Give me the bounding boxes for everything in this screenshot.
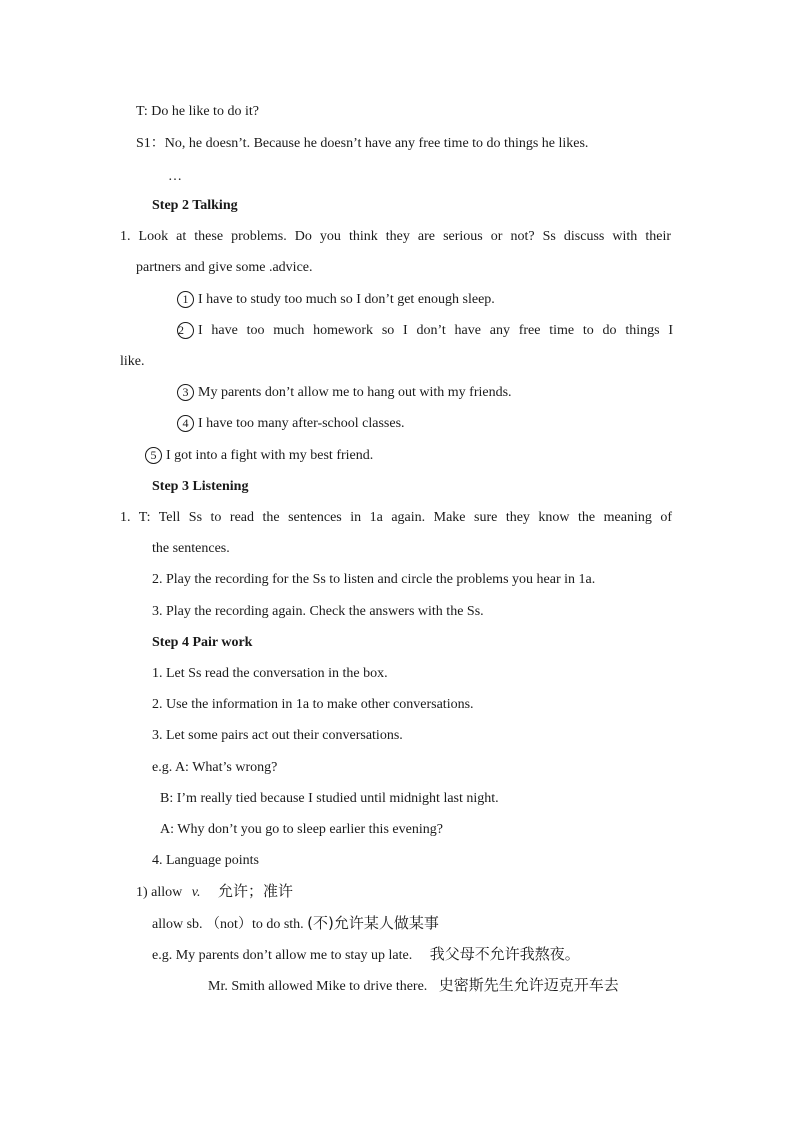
allow-example-2-en: Mr. Smith allowed Mike to drive there.: [208, 979, 428, 994]
circled-number-icon: 5: [145, 447, 162, 464]
problem-5-text: I got into a fight with my best friend.: [166, 448, 374, 463]
allow-example-2-cn: 史密斯先生允许迈克开车去: [438, 976, 619, 994]
problem-4-text: I have too many after-school classes.: [198, 416, 405, 431]
step4-item1: 1. Let Ss read the conversation in the box.: [152, 666, 388, 681]
example-line-b: B: I’m really tied because I studied until midnight last night.: [160, 791, 499, 806]
allow-pattern: [152, 914, 439, 934]
ellipsis: …: [168, 169, 182, 184]
circled-number-icon: 4: [177, 415, 194, 432]
teacher-question: T: Do he like to do it?: [136, 104, 259, 119]
allow-example-1-en: e.g. My parents don’t allow me to stay up late.: [152, 948, 413, 963]
step3-item1-line2: the sentences.: [152, 541, 230, 556]
step3-item2: 2. Play the recording for the Ss to listen and circle the problems you hear in 1a.: [152, 572, 596, 587]
allow-example-2: [208, 976, 619, 996]
step4-item3: 3. Let some pairs act out their conversations.: [152, 728, 403, 743]
problem-3-text: My parents don’t allow me to hang out with my friends.: [198, 385, 512, 400]
step4-title: Step 4 Pair work: [152, 635, 253, 650]
problem-2: [177, 322, 673, 340]
step2-item1-line2: partners and give some .advice.: [136, 260, 313, 275]
problem-1-text: I have to study too much so I don’t get enough sleep.: [198, 292, 495, 307]
circled-number-icon: 3: [177, 384, 194, 401]
step2-item1-line1: 1. Look at these problems. Do you think they are serious or not? Ss discuss with their: [120, 229, 671, 244]
allow-pattern-en: allow sb. （not）to do sth.: [152, 917, 304, 932]
problem-3: [177, 384, 512, 402]
step2-title: Step 2 Talking: [152, 198, 238, 213]
problem-4: [177, 415, 405, 433]
problem-1: [177, 291, 495, 309]
allow-pattern-cn: (不)允许某人做某事: [307, 914, 439, 932]
example-line-a2: A: Why don’t you go to sleep earlier this evening?: [160, 822, 443, 837]
step4-item4: 4. Language points: [152, 853, 259, 868]
step3-item3: 3. Play the recording again. Check the answers with the Ss.: [152, 604, 484, 619]
student-answer: S1：No, he doesn’t. Because he doesn’t have any free time to do things he likes.: [136, 136, 589, 151]
problem-2-text: I have too much homework so I don’t have any free time to do things I: [198, 323, 673, 338]
allow-example-1: [152, 945, 580, 965]
circled-number-icon: 2: [177, 322, 194, 339]
step3-title: Step 3 Listening: [152, 479, 249, 494]
allow-part-of-speech: v.: [191, 885, 201, 900]
example-line-a1: e.g. A: What’s wrong?: [152, 760, 278, 775]
circled-number-icon: 1: [177, 291, 194, 308]
step4-item2: 2. Use the information in 1a to make other conversations.: [152, 697, 474, 712]
problem-2-continuation: like.: [120, 354, 145, 369]
step3-item1-line1: 1. T: Tell Ss to read the sentences in 1a again. Make sure they know the meaning of: [120, 510, 672, 525]
allow-example-1-cn: 我父母不允许我熬夜。: [429, 945, 580, 963]
allow-meaning: 允许；准许: [217, 882, 293, 900]
problem-5: [145, 447, 373, 465]
allow-headword: 1) allow: [136, 885, 183, 900]
allow-entry: [136, 882, 293, 902]
